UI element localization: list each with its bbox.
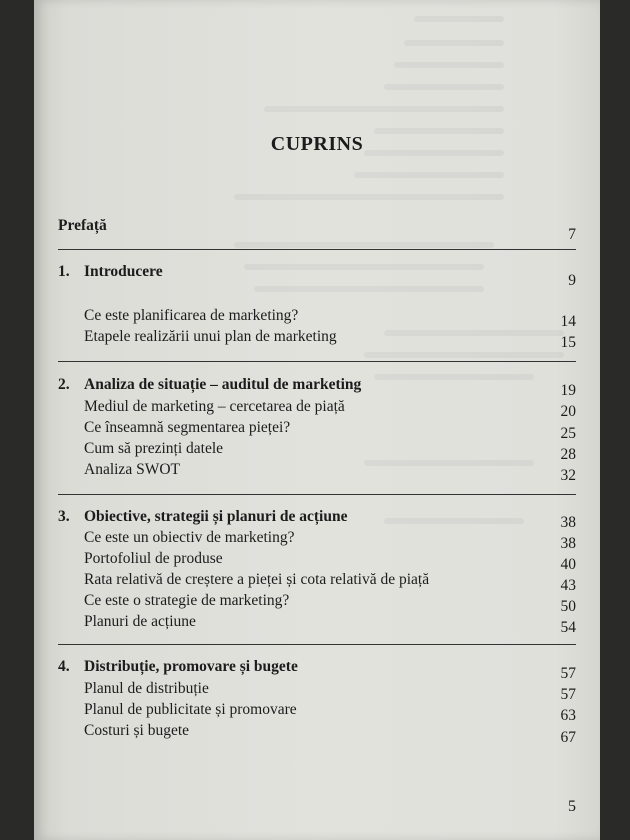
section-page: 15 — [560, 334, 576, 351]
section-page: 25 — [560, 425, 576, 442]
section-divider — [58, 644, 576, 645]
section-entry[interactable]: Planuri de acțiune — [84, 613, 196, 630]
chapter-page: 9 — [568, 272, 576, 289]
chapter-page: 38 — [560, 514, 576, 531]
chapter-title[interactable]: Introducere — [84, 263, 163, 280]
chapter-number: 2. — [58, 376, 70, 393]
section-divider — [58, 361, 576, 362]
section-page: 38 — [560, 535, 576, 552]
section-page: 20 — [560, 403, 576, 420]
section-page: 63 — [560, 707, 576, 724]
section-entry[interactable]: Rata relativă de creștere a pieței și cota relativă de piață — [84, 571, 430, 588]
chapter-title[interactable]: Analiza de situație – auditul de marketing — [84, 376, 362, 393]
preface-page: 7 — [568, 226, 576, 243]
section-page: 32 — [560, 467, 576, 484]
section-divider — [58, 249, 576, 250]
chapter-page: 19 — [560, 382, 576, 399]
contents-title: CUPRINS — [270, 133, 364, 155]
chapter-number: 3. — [58, 508, 70, 525]
section-entry[interactable]: Ce înseamnă segmentarea pieței? — [84, 419, 291, 436]
section-page: 57 — [560, 686, 576, 703]
section-entry[interactable]: Costuri și bugete — [84, 722, 190, 739]
page-number: 5 — [568, 798, 576, 815]
section-entry[interactable]: Ce este un obiectiv de marketing? — [84, 529, 295, 546]
chapter-title[interactable]: Distribuție, promovare și bugete — [84, 658, 298, 675]
section-divider — [58, 494, 576, 495]
book-page — [34, 0, 600, 840]
section-page: 54 — [560, 619, 576, 636]
section-entry[interactable]: Mediul de marketing – cercetarea de piață — [84, 398, 345, 415]
section-page: 43 — [560, 577, 576, 594]
section-entry[interactable]: Portofoliul de produse — [84, 550, 223, 567]
section-page: 40 — [560, 556, 576, 573]
section-entry[interactable]: Ce este planificarea de marketing? — [84, 307, 299, 324]
section-page: 14 — [560, 313, 576, 330]
chapter-number: 4. — [58, 658, 70, 675]
chapter-page: 57 — [560, 665, 576, 682]
chapter-title[interactable]: Obiective, strategii și planuri de acțiune — [84, 508, 348, 525]
section-entry[interactable]: Planul de publicitate și promovare — [84, 701, 297, 718]
preface-label[interactable]: Prefață — [58, 217, 107, 234]
section-page: 28 — [560, 446, 576, 463]
section-entry[interactable]: Planul de distribuție — [84, 680, 209, 697]
chapter-number: 1. — [58, 263, 70, 280]
section-page: 50 — [560, 598, 576, 615]
section-entry[interactable]: Ce este o strategie de marketing? — [84, 592, 290, 609]
section-entry[interactable]: Etapele realizării unui plan de marketing — [84, 328, 337, 345]
section-entry[interactable]: Analiza SWOT — [84, 461, 180, 478]
section-page: 67 — [560, 729, 576, 746]
section-entry[interactable]: Cum să prezinți datele — [84, 440, 224, 457]
